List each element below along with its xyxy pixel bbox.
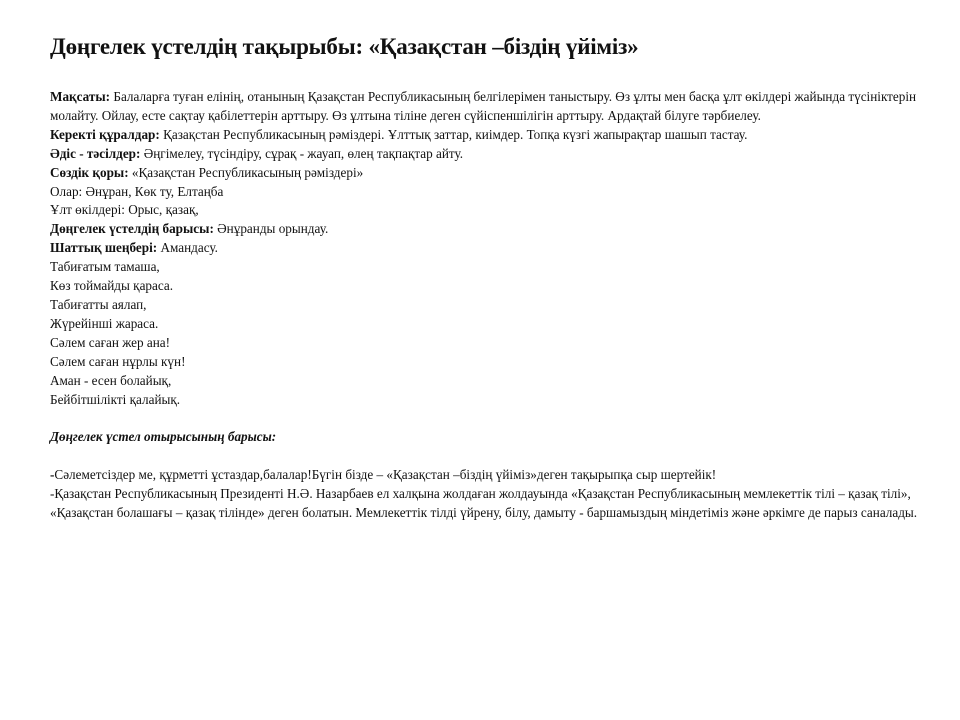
greeting-dash: - — [50, 467, 55, 483]
poem-line: Көз тоймайды қараса. — [50, 278, 174, 294]
vocabulary-line — [50, 164, 918, 183]
greeting-text: Сәлеметсіздер ме, құрметті ұстаздар,балалар!Бүгін бізде – «Қазақстан –біздің үйіміз»деген тақырыпқа сыр шертейік! — [54, 467, 717, 483]
closing-paragraph: -Қазақстан Республикасының Президенті Н.Ә. Назарбаев ел халқына жолдаған жолдауында «Қазақстан Республикасының мемлекеттік тілі – қазақ тілі», «Қазақстан болашағы – қазақ тілінде» деген болатын. Мемлекеттік тілді үйрену, білу, дамыту - баршамыздың міндетіміз және әркімге де парыз саналады. — [50, 486, 918, 520]
poem-line: Сәлем саған жер ана! — [50, 334, 171, 350]
poem-line: Табиғатты аялап, — [50, 296, 147, 312]
circle-of-joy-label: Шаттық шеңбері: — [50, 240, 158, 256]
document-body — [50, 88, 918, 523]
poem-line: Аман - есен болайық, — [50, 372, 172, 388]
materials-text: Қазақстан Республикасының рәміздері. Ұлттық заттар, киімдер. Топқа күзгі жапырақтар шашып тастау. — [159, 126, 748, 142]
vocabulary-text: «Қазақстан Республикасының рәміздері» — [128, 164, 364, 180]
objective-paragraph — [50, 88, 918, 126]
methods-line — [50, 145, 918, 164]
objective-text: Балаларға туған елінің, отанының Қазақстан Республикасының белгілерімен таныстыру. Өз ұлты мен басқа ұлт өкілдері жайында түсініктерін молайту. Ойлау, есте сақтау қабілеттерін арттыру. Өз ұлтына тіліне деген сүйіспеншілігін арттыру. Ардақтай білуге тәрбиелеу. — [50, 89, 917, 123]
greeting-line — [50, 466, 918, 485]
poem-line: Табиғатым тамаша, — [50, 259, 160, 275]
circle-of-joy-text: Амандасу. — [157, 240, 218, 256]
methods-label: Әдіс - тәсілдер: — [50, 145, 141, 161]
poem-line: Сәлем саған нұрлы күн! — [50, 353, 186, 369]
page-title: Дөңгелек үстелдің тақырыбы: «Қазақстан –біздің үйіміз» — [50, 34, 639, 59]
methods-text: Әңгімелеу, түсіндіру, сұрақ - жауап, өлең тақпақтар айту. — [140, 145, 464, 161]
materials-line — [50, 126, 918, 145]
round-table-progress-text: Әнұранды орындау. — [213, 221, 329, 237]
vocabulary-label: Сөздік қоры: — [50, 164, 129, 180]
nationalities-line: Ұлт өкілдері: Орыс, қазақ, — [50, 202, 199, 218]
blank-line — [50, 447, 918, 466]
document-page — [50, 34, 918, 523]
poem-line: Жүрейінші жараса. — [50, 315, 159, 331]
objective-label: Мақсаты: — [50, 89, 111, 104]
blank-line — [50, 409, 918, 428]
poem-line: Бейбітшілікті қалайық. — [50, 391, 181, 407]
materials-label: Керекті құралдар: — [50, 126, 160, 142]
section-heading: Дөңгелек үстел отырысының барысы: — [50, 429, 277, 445]
symbols-list-line: Олар: Әнұран, Көк ту, Елтаңба — [50, 183, 224, 199]
round-table-progress-line — [50, 220, 918, 239]
circle-of-joy-line — [50, 239, 918, 258]
round-table-progress-label: Дөңгелек үстелдің барысы: — [50, 221, 214, 237]
